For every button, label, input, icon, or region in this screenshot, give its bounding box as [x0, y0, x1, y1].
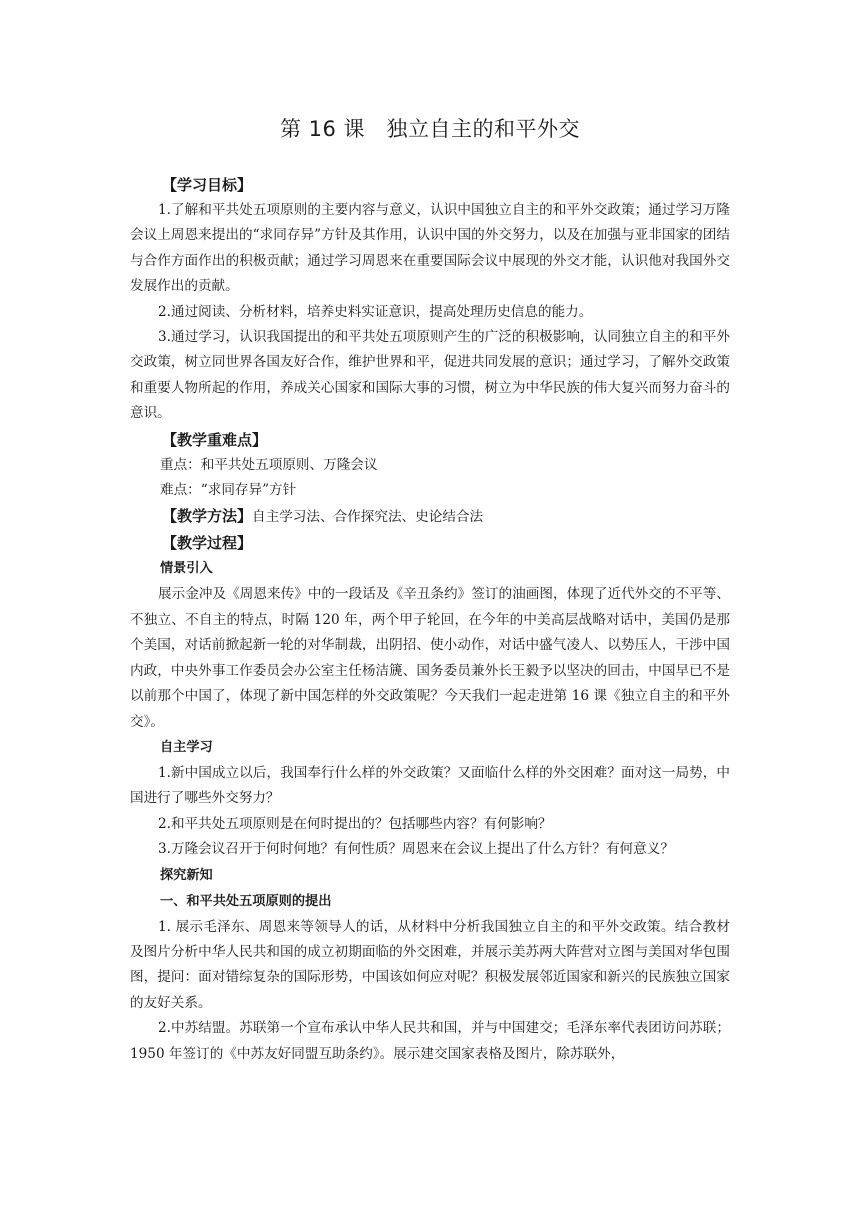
learning-goals-heading: 【学习目标】	[162, 176, 253, 194]
document-body	[130, 172, 730, 1067]
lesson-title: 第 16 课 独立自主的和平外交	[279, 117, 581, 141]
key-point-difficulty: 难点：“求同存异”方针	[160, 482, 297, 499]
teaching-process-heading: 【教学过程】	[162, 534, 253, 553]
key-point-focus: 重点：和平共处五项原则、万隆会议	[160, 456, 378, 473]
self-study-question-2: 2.和平共处五项原则是在何时提出的？包括哪些内容？有何影响？	[158, 815, 552, 832]
key-points-heading: 【教学重难点】	[162, 430, 268, 449]
teaching-methods-heading: 【教学方法】	[162, 507, 253, 526]
intro-text: 展示金冲及《周恩来传》中的一段话及《辛丑条约》签订的油画图，体现了近代外交的不平等、不独立、不自主的特点，时隔 120 年，两个甲子轮回，在今年的中美高层战略对话中，美国仍是那个美国，对话前掀起新一轮的对华制裁，出阴招、使小动作，对话中盛气凌人、以势压人，干涉中国内政，中央外事工作委员会办公室主任杨洁篪、国务委员兼外长王毅予以坚决的回击，中国早已不是以前那个中国了，体现了新中国怎样的外交政策呢？今天我们一起走进第 16 课《独立自主的和平外交》。	[130, 586, 730, 730]
teaching-methods-text: 自主学习法、合作探究法、史论结合法	[252, 509, 484, 526]
section-1-heading: 一、和平共处五项原则的提出	[160, 893, 332, 909]
self-study-question-3: 3.万隆会议召开于何时何地？有何性质？周恩来在会议上提出了什么方针？有何意义？	[158, 841, 674, 858]
self-study-heading: 自主学习	[160, 739, 213, 755]
section-1-paragraph-2: 2.中苏结盟。苏联第一个宣布承认中华人民共和国，并与中国建交；毛泽东率代表团访问苏联；1950 年签订的《中苏友好同盟互助条约》。展示建交国家表格及图片，除苏联外，	[130, 1020, 730, 1062]
explore-heading: 探究新知	[160, 867, 213, 883]
learning-goal-2: 2.通过阅读、分析材料，培养史料实证意识，提高处理历史信息的能力。	[158, 303, 593, 320]
learning-goal-1: 1.了解和平共处五项原则的主要内容与意义，认识中国独立自主的和平外交政策；通过学习万隆会议上周恩来提出的“求同存异”方针及其作用，认识中国的外交努力，以及在加强与亚非国家的团结与合作方面作出的积极贡献；通过学习周恩来在重要国际会议中展现的外交才能，认识他对我国外交发展作出的贡献。	[130, 202, 730, 295]
learning-goal-3: 3.通过学习，认识我国提出的和平共处五项原则产生的广泛的积极影响，认同独立自主的和平外交政策，树立同世界各国友好合作，维护世界和平，促进共同发展的意识；通过学习，了解外交政策和重要人物所起的作用，养成关心国家和国际大事的习惯，树立为中华民族的伟大复兴而努力奋斗的意识。	[130, 329, 730, 422]
intro-heading: 情景引入	[160, 561, 213, 577]
self-study-question-1: 1.新中国成立以后，我国奉行什么样的外交政策？又面临什么样的外交困难？面对这一局势，中国进行了哪些外交努力？	[130, 764, 730, 807]
teaching-methods	[130, 503, 730, 530]
section-1-paragraph-1: 1. 展示毛泽东、周恩来等领导人的话，从材料中分析我国独立自主的和平外交政策。结合教材及图片分析中华人民共和国的成立初期面临的外交困难，并展示美苏两大阵营对立图与美国对华包围图，提问：面对错综复杂的国际形势，中国该如何应对呢？积极发展邻近国家和新兴的民族独立国家的友好关系。	[130, 918, 730, 1011]
